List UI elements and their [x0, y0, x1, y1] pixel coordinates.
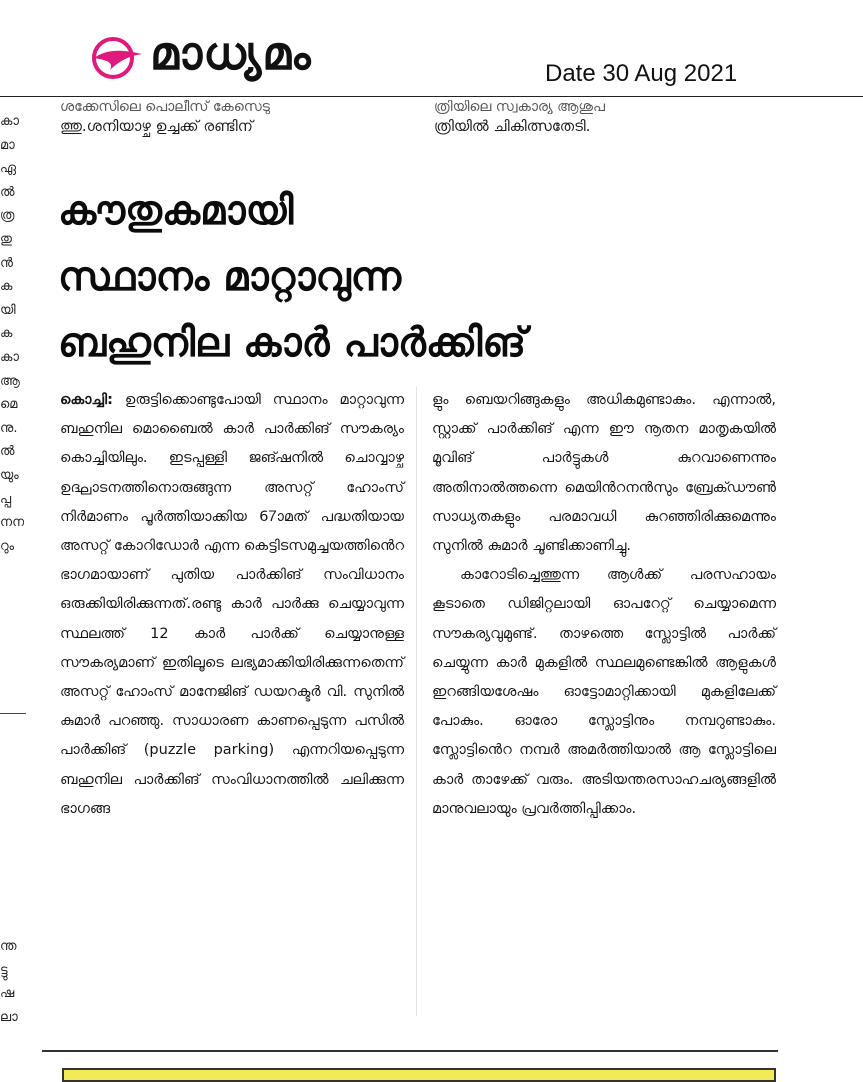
publication-date: Date 30 Aug 2021 [545, 60, 738, 87]
article-dateline: കൊച്ചി: [60, 392, 113, 408]
madhyamam-bird-logo-icon [86, 32, 148, 82]
edge-text: ക [0, 326, 13, 342]
previous-article-right-fragment [434, 100, 774, 138]
article-paragraph-indented [432, 561, 776, 824]
headline-line: കൗതുകമായി [58, 188, 294, 234]
previous-article-line: ത്രിയിൽ ചികിത്സതേടി. [434, 117, 591, 135]
edge-text: റും [0, 538, 15, 554]
edge-text: ത്ര [0, 208, 15, 224]
masthead [0, 0, 863, 96]
edge-text: ൻ [0, 255, 13, 271]
edge-text: പ്പ [0, 491, 12, 507]
edge-text: യും [0, 467, 19, 483]
adjacent-article-divider [0, 713, 26, 714]
edge-text: യി [0, 302, 16, 318]
column-gutter [416, 386, 417, 1016]
article-headline [58, 178, 778, 376]
previous-article-line: ത്തു.ശനിയാഴ്ച ഉച്ചക്ക് രണ്ടിന് [60, 117, 253, 135]
section-divider [42, 1050, 778, 1052]
edge-text: നു. [0, 420, 18, 436]
article-column-2 [432, 386, 776, 824]
edge-text: ൽ [0, 444, 15, 460]
edge-text: മെ [0, 397, 18, 413]
edge-text: കാ [0, 349, 19, 365]
edge-text: ൽ [0, 184, 15, 200]
adjacent-article-edge-top [0, 110, 24, 558]
edge-text: നന [0, 515, 24, 531]
edge-text: ലാ [0, 1009, 18, 1025]
edge-text: ന്ത [0, 939, 17, 954]
headline-line: സ്ഥാനം മാറ്റാവുന്ന [58, 254, 402, 300]
previous-article-line: ത്രിയിലെ സ്വകാര്യ ആശുപ [434, 100, 605, 114]
previous-article-left-fragment [60, 100, 400, 138]
article-paragraph: ഉരുട്ടിക്കൊണ്ടുപോയി സ്ഥാനം മാറ്റാവുന്ന ബഹുനില മൊബൈൽ കാർ പാർക്കിങ് സൗകര്യം കൊച്ചിയിലും. ഇടപ്പള്ളി ജങ്ഷനിൽ ചൊവ്വാഴ്ച ഉദ്ഘാടനത്തിനൊരുങ്ങുന്ന അസറ്റ് ഹോംസ് നിർമാണം പൂർത്തിയാക്കിയ 67ാമത് പദ്ധതിയായ അസറ്റ് കോറിഡോർ എന്ന കെട്ടിടസമുച്ചയത്തിൻെറ ഭാഗമായാണ് പുതിയ പാർക്കിങ് സംവിധാനം ഒരുക്കിയിരിക്കുന്നത്.രണ്ടു കാർ പാർക്കു ചെയ്യാവുന്ന സ്ഥലത്ത് 12 കാർ പാർക്ക് ചെയ്യാനുള്ള സൗകര്യമാണ് ഇതിലൂടെ ലഭ്യമാക്കിയിരിക്കുന്നതെന്ന് അസറ്റ് ഹോംസ് മാനേജിങ് ഡയറക്ടർ വി. സുനിൽ കുമാർ പറഞ്ഞു. സാധാരണ കാണപ്പെടുന്ന പസിൽ പാർക്കിങ് (puzzle parking) എന്നറിയപ്പെടുന്ന ബഹുനില പാർക്കിങ് സംവിധാനത്തിൽ ചലിക്കുന്ന ഭാഗങ്ങ [60, 392, 405, 817]
edge-text: മാ [0, 137, 15, 153]
previous-article-line: ശക്കേസിലെ പൊലീസ് കേസെടു [60, 100, 270, 114]
edge-text: കാ [0, 114, 19, 129]
newspaper-logo: മാധ്യമം [150, 26, 312, 80]
edge-text: ഷ [0, 986, 15, 1002]
adjacent-article-edge-bottom [0, 935, 24, 1029]
article-paragraph: കാറോടിച്ചെത്തുന്ന ആൾക്ക് പരസഹായം കൂടാതെ ഡിജിറ്റലായി ഓപറേറ്റ് ചെയ്യാമെന്ന സൗകര്യവുമുണ്ട്. താഴത്തെ സ്ലോട്ടിൽ പാർക്ക് ചെയ്യുന്ന കാർ മുകളിൽ സ്ഥലമുണ്ടെങ്കിൽ ആളുകൾ ഇറങ്ങിയശേഷം ഓട്ടോമാറ്റിക്കായി മുകളിലേക്ക് പോകും. ഓരോ സ്ലോട്ടിനും നമ്പറുണ്ടാകും. സ്ലോട്ടിൻെറ നമ്പർ അമർത്തിയാൽ ആ സ്ലോട്ടിലെ കാർ താഴേക്ക് വരും. അടിയന്തരസാഹചര്യങ്ങളിൽ മാനുവലായും പ്രവർത്തിപ്പിക്കാം. [432, 567, 776, 817]
article-column-1 [60, 386, 404, 824]
article-paragraph: ളും ബെയറിങ്ങുകളും അധികമുണ്ടാകും. എന്നാൽ, സ്റ്റാക്ക് പാർക്കിങ് എന്ന ഈ നൂതന മാതൃകയിൽ മൂവിങ് പാർട്ടുകൾ കുറവാണെന്നും അതിനാൽത്തന്നെ മെയിൻറനൻസും ബ്രേക്ഡൗൺ സാധ്യതകളും പരമാവധി കുറഞ്ഞിരിക്കുമെന്നും സുനിൽ കുമാർ ചൂണ്ടിക്കാണിച്ചു. [432, 392, 776, 555]
edge-text: ആ [0, 373, 20, 389]
edge-text: തു [0, 231, 12, 247]
edge-text: ട്ടു [0, 962, 8, 978]
edge-text: ഏ [0, 161, 17, 177]
edge-text: ക [0, 279, 13, 295]
headline-line: ബഹുനില കാർ പാർക്കിങ് [58, 320, 527, 366]
masthead-divider [0, 96, 863, 97]
